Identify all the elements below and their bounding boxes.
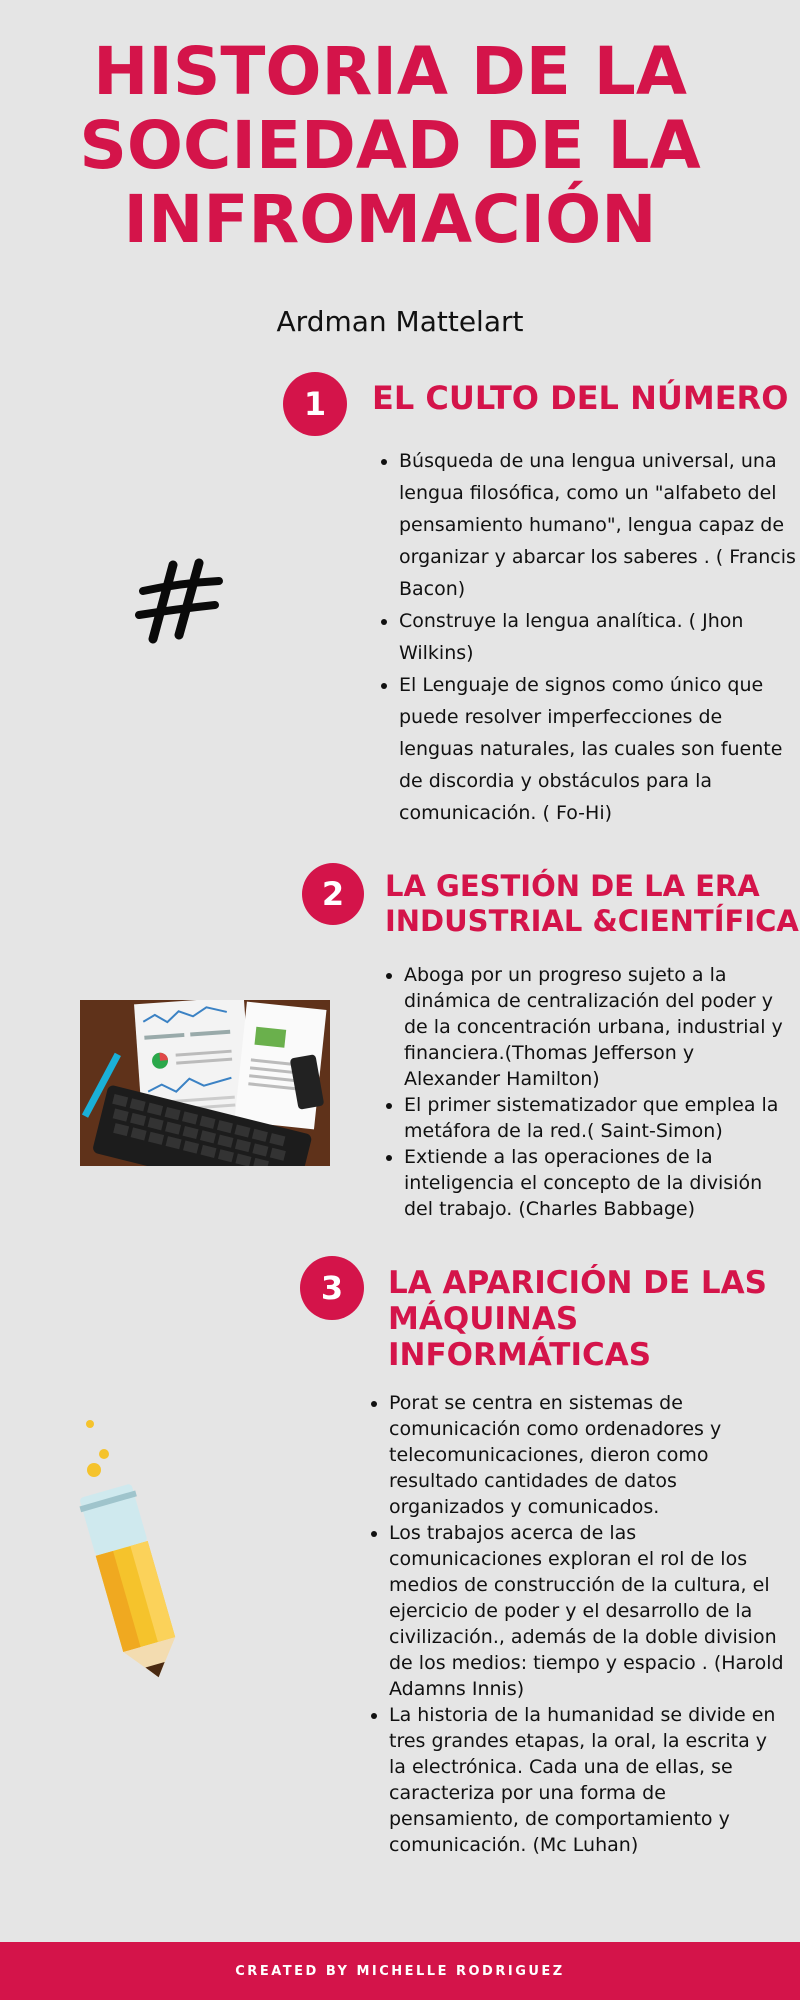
list-item: • Búsqueda de una lengua universal, una lengua filosófica, como un "alfabeto del pensamiento humano", lengua capaz de organizar y abarcar los saberes . ( Francis Bacon) xyxy=(399,445,799,605)
section-1-number-badge: 1 xyxy=(283,372,347,436)
section-2-number-badge: 2 xyxy=(302,863,364,925)
list-item: • Porat se centra en sistemas de comunicación como ordenadores y telecomunicaciones, dieron como resultado cantidades de datos organizados y comunicados. xyxy=(389,1390,789,1520)
list-item: • Construye la lengua analítica. ( Jhon Wilkins) xyxy=(399,605,799,669)
analytics-desk-photo xyxy=(80,1000,330,1166)
section-3-bullet-list xyxy=(365,1390,789,1858)
section-2-bullet-list xyxy=(380,962,784,1222)
author-name: Ardman Mattelart xyxy=(276,305,524,338)
section-3-title xyxy=(388,1265,767,1373)
section-3-title-line: INFORMÁTICAS xyxy=(388,1337,652,1373)
section-3-number-badge: 3 xyxy=(300,1256,364,1320)
list-item: • El primer sistematizador que emplea la metáfora de la red.( Saint-Simon) xyxy=(404,1092,784,1144)
section-1-title-line: EL CULTO DEL NÚMERO xyxy=(372,379,789,417)
section-3-title-line: MÁQUINAS xyxy=(388,1301,579,1337)
section-3-title-line: LA APARICIÓN DE LAS xyxy=(388,1265,767,1301)
list-item: • Extiende a las operaciones de la inteligencia el concepto de la división del trabajo. (Charles Babbage) xyxy=(404,1144,784,1222)
page-title-line: SOCIEDAD DE LA xyxy=(79,107,701,184)
list-item: • Aboga por un progreso sujeto a la dinámica de centralización del poder y de la concentración urbana, industrial y financiera.(Thomas Jefferson y Alexander Hamilton) xyxy=(404,962,784,1092)
page-title-line: INFROMACIÓN xyxy=(123,181,657,258)
list-item: • El Lenguaje de signos como único que puede resolver imperfecciones de lenguas naturales, las cuales son fuente de discordia y obstáculos para la comunicación. ( Fo-Hi) xyxy=(399,669,799,829)
section-2-title-line: INDUSTRIAL &CIENTÍFICA xyxy=(385,904,799,938)
page-title xyxy=(40,35,740,257)
list-item: • Los trabajos acerca de las comunicaciones exploran el rol de los medios de construcción de la cultura, el ejercicio de poder y el desarrollo de la civilización., además de la doble division de los medios: tiempo y espacio . (Harold Adamns Innis) xyxy=(389,1520,789,1702)
section-1-bullet-list xyxy=(375,445,799,829)
hashtag-icon xyxy=(135,555,225,645)
section-1-title xyxy=(372,378,788,418)
section-2-title xyxy=(385,869,799,939)
section-2-title-line: LA GESTIÓN DE LA ERA xyxy=(385,869,760,903)
page-title-line: HISTORIA DE LA xyxy=(93,33,687,110)
list-item: • La historia de la humanidad se divide en tres grandes etapas, la oral, la escrita y la electrónica. Cada una de ellas, se caracteriza por una forma de pensamiento, de comportamiento y comunicación. (Mc Luhan) xyxy=(389,1702,789,1858)
pencil-icon xyxy=(70,1410,180,1680)
footer-credit: CREATED BY MICHELLE RODRIGUEZ xyxy=(0,1942,800,2000)
